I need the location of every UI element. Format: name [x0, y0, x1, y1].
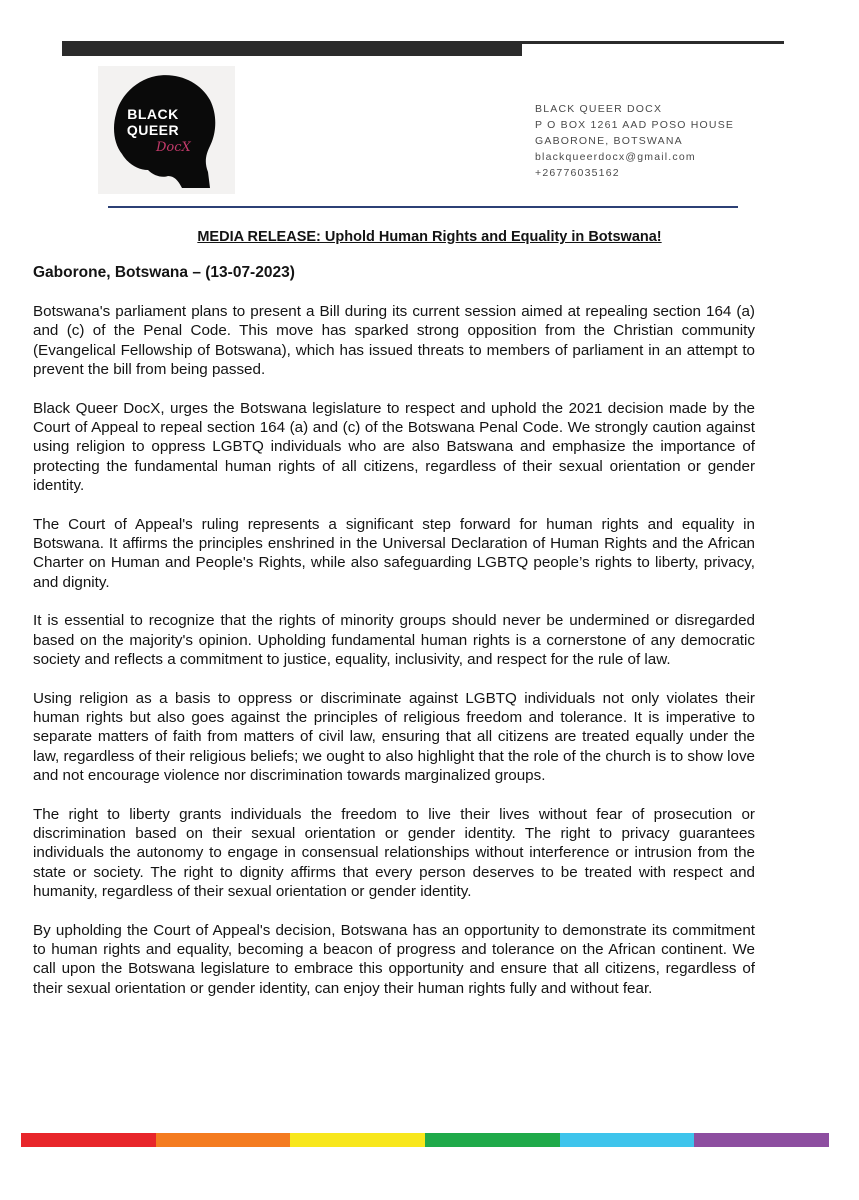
contact-block	[535, 101, 734, 181]
rainbow-stripe-red	[21, 1133, 156, 1147]
header-divider	[108, 206, 738, 208]
paragraph: Black Queer DocX, urges the Botswana legislature to respect and uphold the 2021 decision made by the Court of Appeal to repeal section 164 (a) and (c) of the Botswana Penal Code. We strongly caution against using religion to oppress LGBTQ individuals who are also Batswana and emphasize the importance of protecting the fundamental human rights of all citizens, regardless of their sexual orientation or gender identity.	[33, 399, 755, 495]
release-title: MEDIA RELEASE: Uphold Human Rights and Equality in Botswana!	[197, 229, 662, 245]
paragraph: The right to liberty grants individuals the freedom to live their lives without fear of prosecution or discrimination based on their sexual orientation or gender identity. The right to privacy guarantees individuals the autonomy to engage in consensual relationships without interference or intrusion from the state or society. The right to dignity affirms that every person deserves to be treated with respect and humanity, regardless of their sexual orientation or gender identity.	[33, 805, 755, 901]
top-rule-bar	[62, 41, 522, 56]
rainbow-footer-bar	[21, 1133, 829, 1147]
rainbow-stripe-orange	[156, 1133, 291, 1147]
paragraph: Using religion as a basis to oppress or discriminate against LGBTQ individuals not only violates their human rights but also goes against the principles of religious freedom and tolerance. It is imperative to separate matters of faith from matters of civil law, ensuring that all citizens are treated equally under the law, regardless of their religious beliefs; we ought to also highlight that the role of the church is to show love and not encourage violence nor discrimination towards marginalized groups.	[33, 689, 755, 785]
rainbow-stripe-green	[425, 1133, 560, 1147]
dateline: Gaborone, Botswana – (13-07-2023)	[33, 264, 295, 281]
logo-wordmark	[108, 106, 198, 138]
logo-line-black: BLACK	[127, 106, 179, 122]
email: blackqueerdocx@gmail.com	[535, 151, 696, 163]
phone: +26776035162	[535, 167, 620, 179]
rainbow-stripe-purple	[694, 1133, 829, 1147]
paragraph: By upholding the Court of Appeal's decision, Botswana has an opportunity to demonstrate its commitment to human rights and equality, becoming a beacon of progress and tolerance on the African continent. We call upon the Botswana legislature to embrace this opportunity and ensure that all citizens, regardless of their sexual orientation or gender identity, can enjoy their human rights fully and without fear.	[33, 921, 755, 997]
paragraph: It is essential to recognize that the rights of minority groups should never be undermined or disregarded based on the majority's opinion. Upholding fundamental human rights is a cornerstone of any democratic society and reflects a commitment to justice, equality, inclusivity, and respect for the rule of law.	[33, 612, 755, 669]
logo-script: DocX	[156, 140, 191, 155]
paragraph: The Court of Appeal's ruling represents a significant step forward for human rights and equality in Botswana. It affirms the principles enshrined in the Universal Declaration of Human Rights and the African Charter on Human and People's Rights, while also safeguarding LGBTQ people’s rights to liberty, privacy, and dignity.	[33, 515, 755, 591]
address-line-1: P O BOX 1261 AAD POSO HOUSE	[535, 119, 735, 131]
logo-line-queer: QUEER	[126, 122, 180, 138]
org-logo	[98, 66, 235, 194]
paragraph: Botswana's parliament plans to present a Bill during its current session aimed at repealing section 164 (a) and (c) of the Penal Code. This move has sparked strong opposition from the Christian community (Evangelical Fellowship of Botswana), which has issued threats to members of parliament in an attempt to prevent the bill from being passed.	[33, 303, 755, 379]
rainbow-stripe-yellow	[290, 1133, 425, 1147]
org-name: BLACK QUEER DOCX	[535, 103, 663, 115]
release-body	[33, 302, 755, 1017]
rainbow-stripe-blue	[560, 1133, 695, 1147]
address-line-2: GABORONE, BOTSWANA	[535, 135, 683, 147]
